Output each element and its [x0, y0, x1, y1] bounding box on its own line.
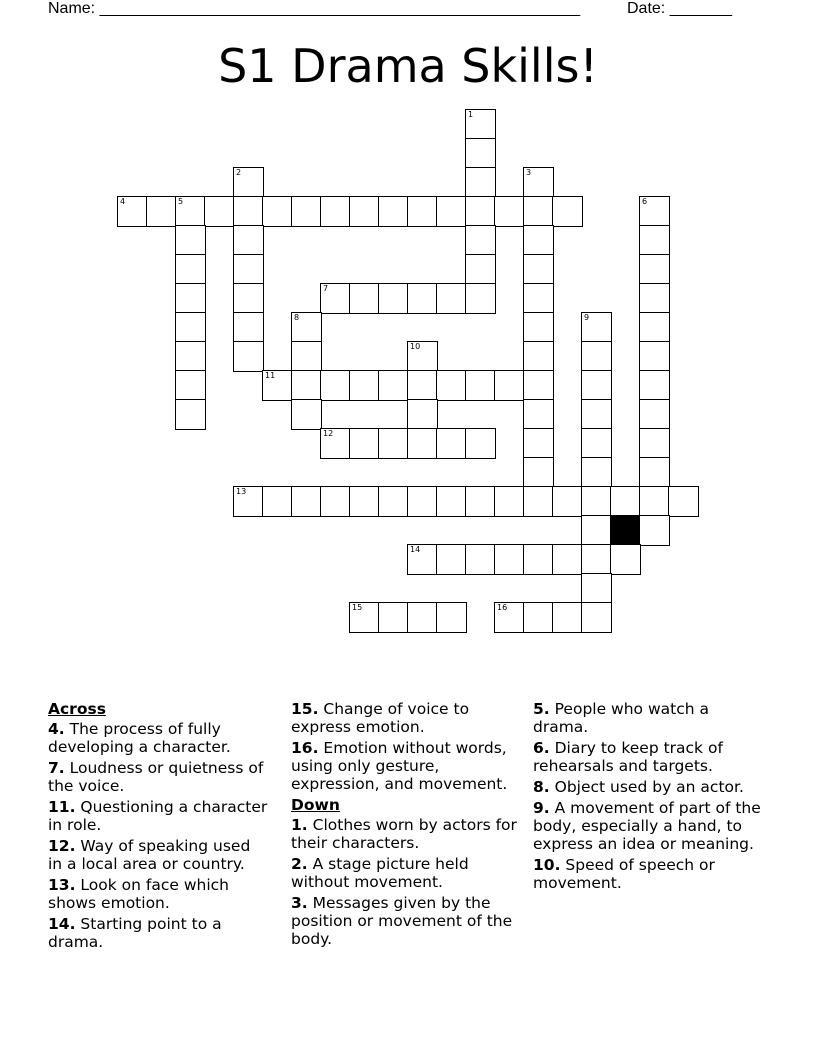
grid-cell[interactable] — [465, 109, 496, 140]
grid-cell[interactable] — [523, 370, 554, 401]
grid-cell[interactable] — [233, 341, 264, 372]
clue-number: 7 — [323, 284, 329, 293]
grid-cell[interactable] — [436, 544, 467, 575]
grid-cell[interactable] — [233, 225, 264, 256]
grid-cell[interactable] — [407, 399, 438, 430]
grid-cell[interactable] — [581, 370, 612, 401]
grid-cell[interactable] — [407, 196, 438, 227]
clue-number: 5 — [178, 197, 184, 206]
down-clue-2: 2. A stage picture held without movement. — [291, 855, 469, 891]
grid-cell[interactable] — [175, 254, 206, 285]
grid-cell[interactable] — [523, 457, 554, 488]
grid-cell[interactable] — [204, 196, 235, 227]
grid-cell[interactable] — [349, 428, 380, 459]
grid-cell[interactable] — [407, 428, 438, 459]
grid-cell[interactable] — [291, 486, 322, 517]
date-line: Date: _______ — [627, 0, 732, 17]
clue-number: 14 — [410, 545, 421, 554]
grid-cell[interactable] — [175, 341, 206, 372]
down-clue-3: 3. Messages given by the position or movement of the body. — [291, 894, 513, 948]
grid-cell[interactable] — [436, 196, 467, 227]
grid-cell[interactable] — [465, 544, 496, 575]
grid-cell[interactable] — [581, 428, 612, 459]
across-clue-12: 12. Way of speaking used in a local area or country. — [48, 837, 251, 873]
grid-cell[interactable] — [639, 254, 670, 285]
grid-cell[interactable] — [465, 428, 496, 459]
clue-number: 12 — [323, 429, 334, 438]
grid-cell[interactable] — [175, 312, 206, 343]
across-clue-14: 14. Starting point to a drama. — [48, 915, 222, 951]
grid-cell[interactable] — [523, 312, 554, 343]
grid-cell[interactable] — [465, 486, 496, 517]
grid-cell[interactable] — [494, 196, 525, 227]
grid-cell[interactable] — [378, 486, 409, 517]
grid-cell[interactable] — [233, 167, 264, 198]
grid-cell[interactable] — [523, 196, 554, 227]
grid-cell[interactable] — [262, 370, 293, 401]
grid-cell[interactable] — [349, 370, 380, 401]
clue-number: 15 — [352, 603, 363, 612]
across-clue-15: 15. Change of voice to express emotion. — [291, 700, 470, 736]
down-heading: Down — [291, 796, 340, 814]
grid-cell[interactable] — [639, 486, 670, 517]
grid-cell[interactable] — [378, 602, 409, 633]
grid-cell[interactable] — [175, 283, 206, 314]
grid-cell[interactable] — [552, 602, 583, 633]
grid-cell[interactable] — [552, 196, 583, 227]
grid-cell[interactable] — [639, 312, 670, 343]
grid-cell[interactable] — [465, 225, 496, 256]
grid-cell[interactable] — [320, 370, 351, 401]
grid-cell[interactable] — [436, 602, 467, 633]
grid-cell[interactable] — [436, 283, 467, 314]
grid-cell[interactable] — [349, 486, 380, 517]
grid-cell[interactable] — [175, 399, 206, 430]
grid-cell[interactable] — [233, 196, 264, 227]
grid-cell[interactable] — [581, 515, 612, 546]
down-clue-9: 9. A movement of part of the body, especially a hand, to express an idea or meaning. — [533, 799, 761, 853]
grid-cell[interactable] — [465, 254, 496, 285]
grid-cell[interactable] — [639, 457, 670, 488]
grid-cell[interactable] — [436, 486, 467, 517]
grid-cell[interactable] — [175, 196, 206, 227]
clue-number: 16 — [497, 603, 508, 612]
down-clue-5: 5. People who watch a drama. — [533, 700, 709, 736]
grid-cell[interactable] — [523, 341, 554, 372]
grid-cell[interactable] — [494, 486, 525, 517]
grid-cell[interactable] — [639, 515, 670, 546]
grid-cell[interactable] — [465, 167, 496, 198]
clues-column-3 — [533, 700, 769, 895]
grid-cell[interactable] — [378, 428, 409, 459]
page-title: S1 Drama Skills! — [218, 39, 598, 93]
grid-cell[interactable] — [639, 196, 670, 227]
clue-number: 10 — [410, 342, 421, 351]
clues-column-2 — [291, 700, 527, 951]
grid-cell[interactable] — [436, 370, 467, 401]
grid-cell[interactable] — [523, 283, 554, 314]
grid-cell[interactable] — [349, 196, 380, 227]
grid-cell[interactable] — [407, 370, 438, 401]
grid-cell[interactable] — [349, 602, 380, 633]
grid-cell[interactable] — [639, 225, 670, 256]
grid-cell[interactable] — [639, 428, 670, 459]
grid-cell[interactable] — [291, 370, 322, 401]
grid-cell[interactable] — [349, 283, 380, 314]
grid-cell[interactable] — [407, 544, 438, 575]
grid-cell[interactable] — [175, 370, 206, 401]
across-clue-11: 11. Questioning a character in role. — [48, 798, 268, 834]
grid-cell[interactable] — [639, 341, 670, 372]
grid-cell[interactable] — [175, 225, 206, 256]
across-clue-13: 13. Look on face which shows emotion. — [48, 876, 229, 912]
down-clue-10: 10. Speed of speech or movement. — [533, 856, 715, 892]
grid-cell[interactable] — [378, 196, 409, 227]
clue-number: 4 — [120, 197, 126, 206]
grid-cell[interactable] — [320, 283, 351, 314]
grid-cell[interactable] — [407, 341, 438, 372]
grid-cell[interactable] — [581, 486, 612, 517]
grid-cell[interactable] — [494, 370, 525, 401]
clue-number: 6 — [642, 197, 648, 206]
grid-cell[interactable] — [378, 283, 409, 314]
grid-cell[interactable] — [581, 312, 612, 343]
grid-cell[interactable] — [581, 341, 612, 372]
grid-cell[interactable] — [262, 486, 293, 517]
grid-cell[interactable] — [610, 486, 641, 517]
clue-number: 8 — [294, 313, 300, 322]
name-line: Name: ______________________________________________________ — [48, 0, 581, 17]
grid-cell[interactable] — [581, 573, 612, 604]
grid-cell[interactable] — [320, 486, 351, 517]
grid-cell[interactable] — [465, 283, 496, 314]
grid-cell[interactable] — [233, 312, 264, 343]
grid-cell[interactable] — [523, 602, 554, 633]
down-clue-1: 1. Clothes worn by actors for their characters. — [291, 816, 517, 852]
grid-cell[interactable] — [581, 457, 612, 488]
grid-cell[interactable] — [581, 602, 612, 633]
grid-cell[interactable] — [523, 254, 554, 285]
grid-cell[interactable] — [523, 225, 554, 256]
grid-cell[interactable] — [465, 196, 496, 227]
grid-cell[interactable] — [320, 196, 351, 227]
across-clue-4: 4. The process of fully developing a character. — [48, 720, 231, 756]
grid-cell[interactable] — [407, 486, 438, 517]
grid-cell[interactable] — [610, 544, 641, 575]
grid-cell[interactable] — [581, 399, 612, 430]
grid-cell[interactable] — [436, 428, 467, 459]
grid-cell[interactable] — [320, 428, 351, 459]
grid-cell[interactable] — [233, 486, 264, 517]
grid-cell[interactable] — [291, 196, 322, 227]
grid-cell[interactable] — [407, 602, 438, 633]
clue-number: 11 — [265, 371, 276, 380]
grid-cell[interactable] — [581, 544, 612, 575]
grid-cell[interactable] — [668, 486, 699, 517]
grid-cell[interactable] — [233, 283, 264, 314]
grid-cell[interactable] — [378, 370, 409, 401]
grid-cell[interactable] — [494, 544, 525, 575]
grid-cell[interactable] — [523, 428, 554, 459]
clue-number: 3 — [526, 168, 532, 177]
across-clue-7: 7. Loudness or quietness of the voice. — [48, 759, 264, 795]
grid-cell[interactable] — [523, 544, 554, 575]
grid-cell[interactable] — [117, 196, 148, 227]
down-clue-8: 8. Object used by an actor. — [533, 778, 744, 796]
grid-cell[interactable] — [523, 399, 554, 430]
grid-cell[interactable] — [552, 486, 583, 517]
grid-cell[interactable] — [552, 544, 583, 575]
clues-column-1 — [48, 700, 268, 954]
down-clue-6: 6. Diary to keep track of rehearsals and targets. — [533, 739, 723, 775]
clue-number: 2 — [236, 168, 242, 177]
grid-cell[interactable] — [233, 254, 264, 285]
clue-number: 13 — [236, 487, 247, 496]
grid-cell[interactable] — [639, 399, 670, 430]
grid-cell[interactable] — [494, 602, 525, 633]
across-heading: Across — [48, 700, 106, 718]
grid-cell[interactable] — [465, 138, 496, 169]
grid-cell[interactable] — [291, 312, 322, 343]
grid-cell[interactable] — [639, 370, 670, 401]
black-cell — [610, 515, 641, 546]
grid-cell[interactable] — [639, 283, 670, 314]
grid-cell[interactable] — [291, 341, 322, 372]
grid-cell[interactable] — [523, 167, 554, 198]
clue-number: 9 — [584, 313, 590, 322]
grid-cell[interactable] — [523, 486, 554, 517]
grid-cell[interactable] — [291, 399, 322, 430]
grid-cell[interactable] — [146, 196, 177, 227]
grid-cell[interactable] — [407, 283, 438, 314]
clue-number: 1 — [468, 110, 474, 119]
grid-cell[interactable] — [262, 196, 293, 227]
across-clue-16: 16. Emotion without words, using only gesture, expression, and movement. — [291, 739, 508, 793]
grid-cell[interactable] — [465, 370, 496, 401]
